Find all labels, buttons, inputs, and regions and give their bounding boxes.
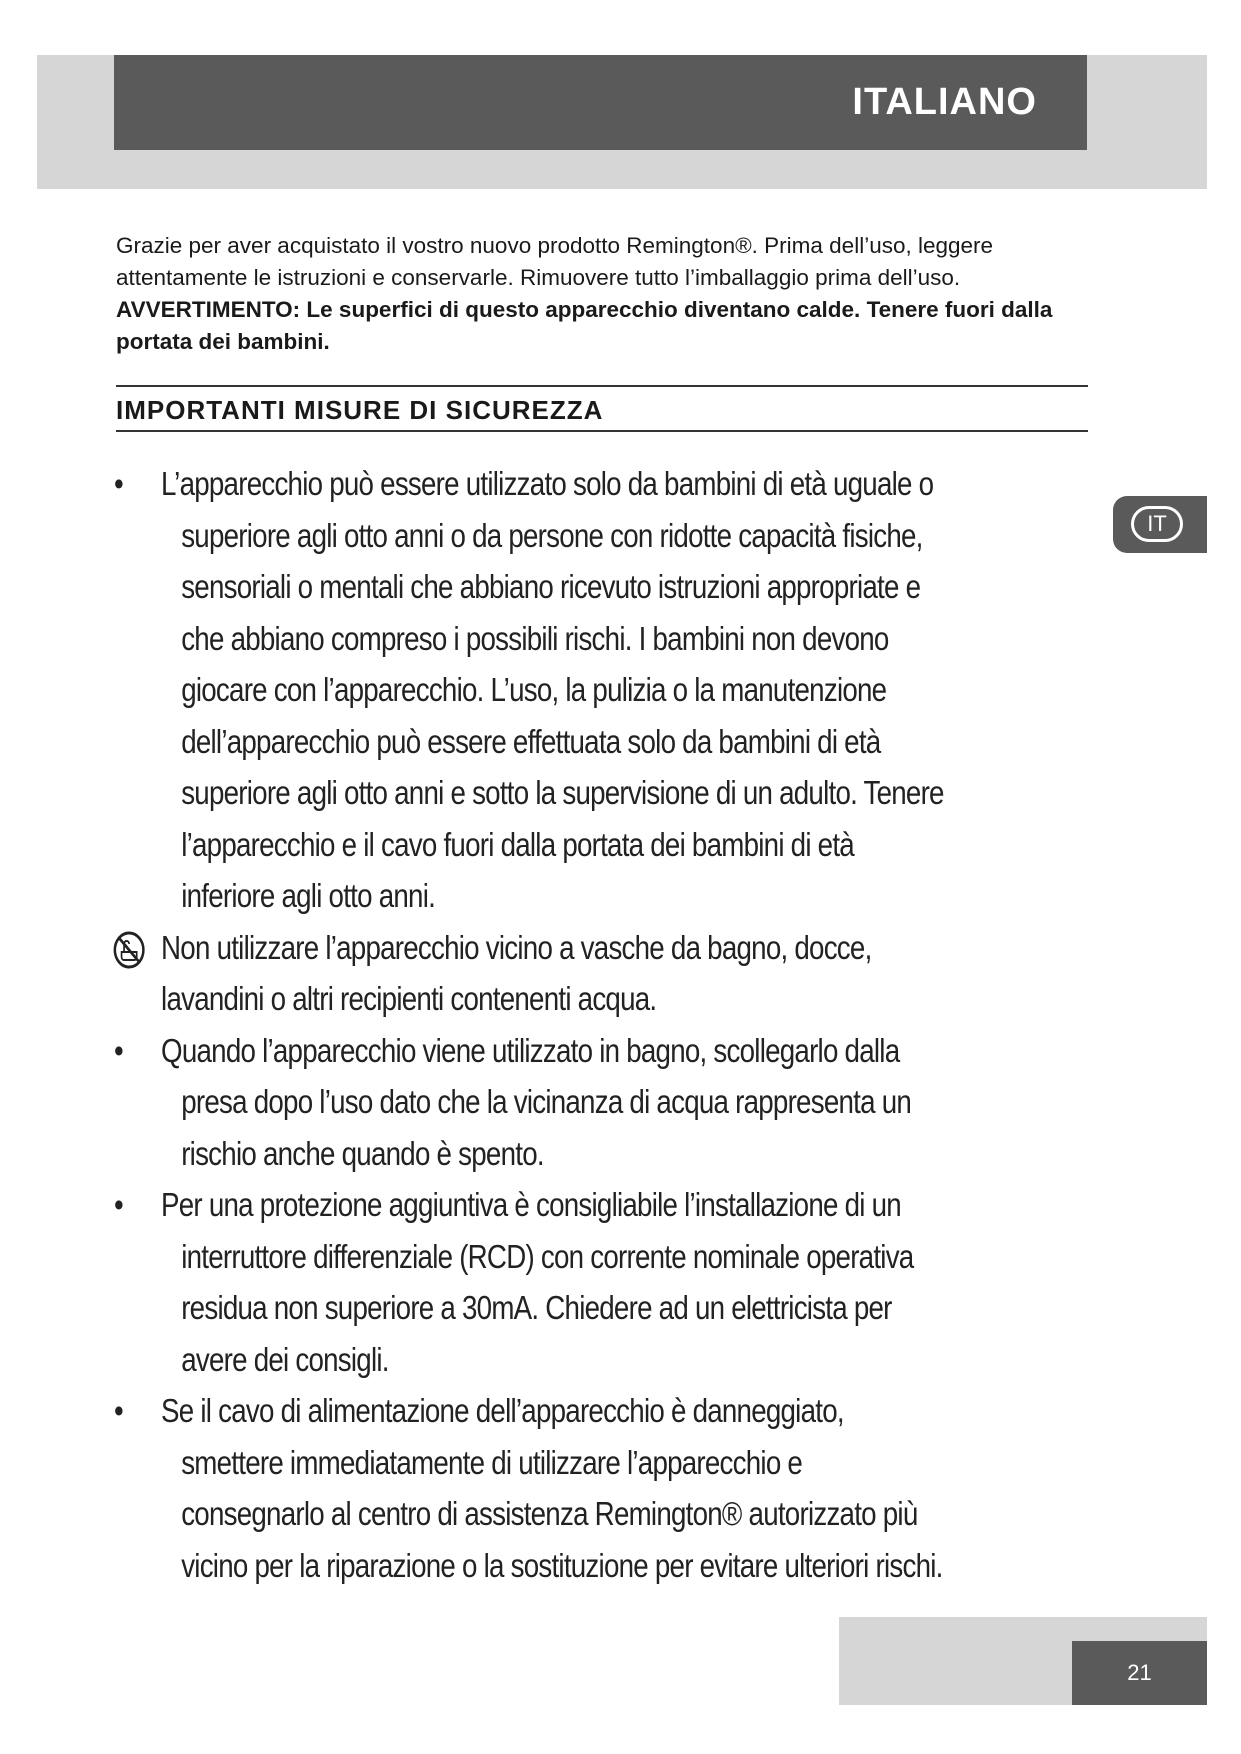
intro-text: Grazie per aver acquistato il vostro nuovo prodotto Remington®. Prima dell’uso, leggere attentamente le istruzioni e conservarle. Rimuovere tutto l’imballaggio prima dell’uso. bbox=[116, 233, 994, 290]
page-number bbox=[1072, 1641, 1207, 1705]
language-badge: IT bbox=[1131, 506, 1183, 542]
bullet: • bbox=[114, 465, 123, 502]
section-rule-top bbox=[116, 385, 1088, 387]
list-item-text: Non utilizzare l’apparecchio vicino a vasche da bagno, docce, lavandini o altri recipienti contenenti acqua. bbox=[161, 928, 872, 1017]
intro-block bbox=[116, 230, 1076, 358]
language-title: ITALIANO bbox=[852, 81, 1037, 123]
language-side-tab bbox=[1113, 496, 1207, 553]
list-item bbox=[114, 458, 946, 922]
bullet: • bbox=[114, 1392, 123, 1429]
list-item-text: Per una protezione aggiuntiva è consigliabile l’installazione di un interruttore differenziale (RCD) con corrente nominale operativa residua non superiore a 30mA. Chiedere ad un elettricista per avere dei consigli. bbox=[161, 1186, 914, 1378]
list-item bbox=[114, 1025, 946, 1180]
safety-list bbox=[114, 458, 946, 1591]
section-title: IMPORTANTI MISURE DI SICUREZZA bbox=[116, 395, 604, 425]
bullet: • bbox=[114, 1186, 123, 1223]
list-item-text: Quando l’apparecchio viene utilizzato in bagno, scollegarlo dalla presa dopo l’uso dato che la vicinanza di acqua rappresenta un rischio anche quando è spento. bbox=[161, 1031, 912, 1172]
list-item bbox=[114, 922, 946, 1025]
list-item bbox=[114, 1179, 946, 1385]
no-water-icon bbox=[112, 930, 146, 970]
section-rule-bottom bbox=[116, 430, 1088, 432]
list-item-text: L’apparecchio può essere utilizzato solo da bambini di età uguale o superiore agli otto anni o da persone con ridotte capacità fisiche, sensoriali o mentali che abbiano ricevuto istruzioni appropriate e che abbiano compreso i possibili rischi. I bambini non devono giocare con l’apparecchio. L’uso, la pulizia o la manutenzione dell’apparecchio può essere effettuata solo da bambini di età superiore agli otto anni e sotto la supervisione di un adulto. Tenere l’apparecchio e il cavo fuori dalla portata dei bambini di età inferiore agli otto anni. bbox=[161, 465, 944, 914]
language-header bbox=[114, 55, 1087, 150]
list-item bbox=[114, 1385, 946, 1591]
list-item-text: Se il cavo di alimentazione dell’apparecchio è danneggiato, smettere immediatamente di utilizzare l’apparecchio e consegnarlo al centro di assistenza Remington® autorizzato più vicino per la riparazione o la sostituzione per evitare ulteriori rischi. bbox=[161, 1392, 943, 1584]
bullet: • bbox=[114, 1031, 123, 1069]
page-number-text: 21 bbox=[1127, 1660, 1152, 1685]
warning-text: AVVERTIMENTO: Le superfici di questo apparecchio diventano calde. Tenere fuori dalla portata dei bambini. bbox=[116, 297, 1053, 354]
